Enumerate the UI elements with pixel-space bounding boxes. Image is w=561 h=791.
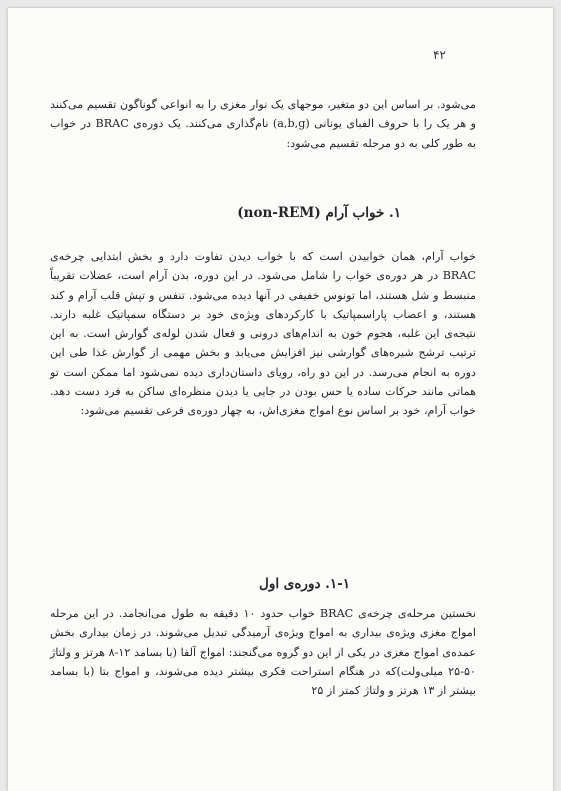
paragraph-stage-one: نخستین مرحله‌ی چرخه‌ی BRAC خواب حدود ۱۰ دقیقه به طول می‌انجامد. در این مرحله امواج مغزی ویژه‌ی بیداری به امواج ویژه‌ی آرمیدگی تبدیل می‌شوند. در زمان بیداری بخش عمده‌ی امواج مغزی در یکی از این دو گروه می‌گنجند: امواج آلفا (با بسامد ۱۲-۸ هرتز و ولتاژ ۵۰-۲۵ میلی‌ولت)که در هنگام استراحت فکری بیشتر دیده می‌شوند، و امواج بتا (با بسامد بیشتر از ۱۳ هرتز و ولتاژ کمتر از ۲۵ bbox=[50, 607, 476, 698]
section-heading-non-rem: ۱. خواب آرام (non-REM) bbox=[237, 205, 401, 221]
book-page bbox=[8, 8, 553, 791]
page-body bbox=[8, 8, 553, 791]
page-number: ۴۲ bbox=[433, 48, 446, 62]
paragraph-non-rem: خواب آرام، همان خوابیدن است که با خواب دیدن تفاوت دارد و بخش ابتدایی چرخه‌ی BRAC در هر دوره‌ی خواب را شامل می‌شود. در این دوره، بدن آرام است، عضلات تقریباً منبسط و شل هستند، اما تونوس خفیفی در آنها دیده می‌شود. تنفس و تپش قلب آرام و کند هستند، و اعصاب پاراسمپاتیک با کارکردهای ویژه‌ی خود بر دستگاه سمپاتیک غلبه دارند. نتیجه‌ی این غلبه، هجوم خون به اندام‌های درونی و فعال شدن لوله‌ی گوارش است. به این ترتیب ترشح شیره‌های گوارشی نیز افزایش می‌یابد و بخش مهمی از گوارش غذا طی این دوره به انجام می‌رسد. در این دو راه، رویای داستان‌داری دیده نمی‌شود اما ممکن است تو هماتی مانند حرکات ساده یا حس بودن در جایی یا دیدن منظره‌ای ساکن به فرد دست دهد. خواب آرام، خود بر اساس نوع امواج مغزی‌اش، به چهار دوره‌ی فرعی تقسیم می‌شود: bbox=[50, 250, 476, 418]
paragraph-intro: می‌شود. بر اساس این دو متغیر، موجهای یک نوار مغزی را به انواعی گوناگون تقسیم می‌کنند و هر یک را با حروف الفبای یونانی (a,b,g) نام‌گذاری می‌کنند. یک دوره‌ی BRAC در خواب به طور کلی به دو مرحله تقسیم می‌شود: bbox=[50, 98, 477, 150]
subsection-heading-stage-one: ۱-۱. دوره‌ی اول bbox=[259, 576, 350, 592]
